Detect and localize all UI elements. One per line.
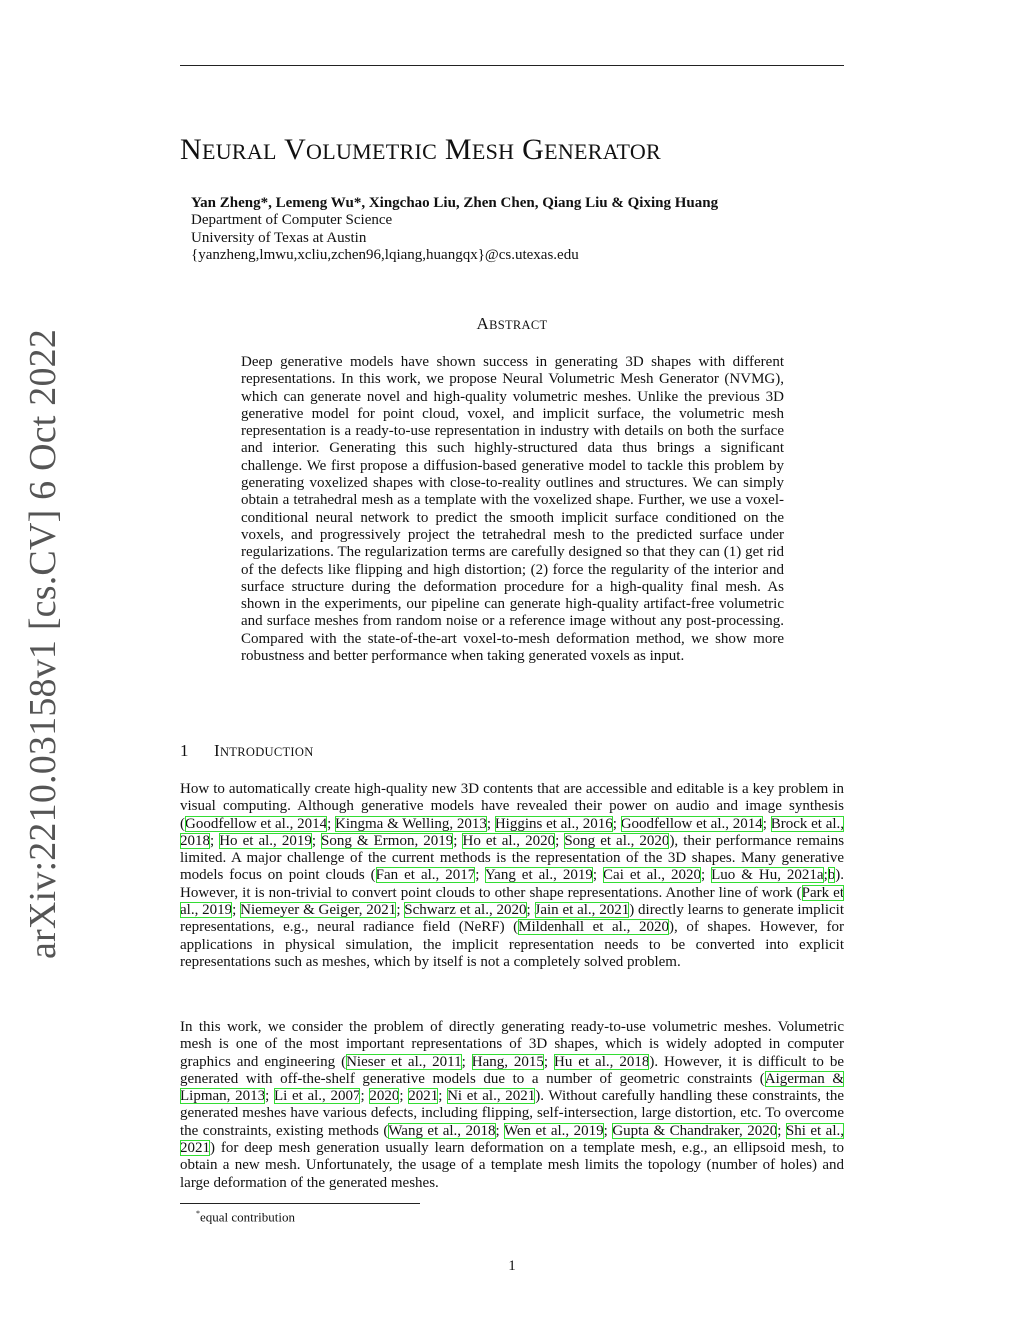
intro-paragraph-2: In this work, we consider the problem of directly generating ready-to-use volumetric meshes. Volumetric mesh is one of the most important representations of 3D shapes, which is widely adopted in computer graphics and engineering (Nieser et al., 2011; Hang, 2015; Hu et al., 2018). However, it is difficult to be generated with off-the-shelf generative models due to a number of geometric constraints (Aigerman & Lipman, 2013; Li et al., 2007; 2020; 2021; Ni et al., 2021). Without carefully handling these constraints, the generated meshes have various defects, including flipping, self-intersection, large distortion, etc. To overcome the constraints, existing methods (Wang et al., 2018; Wen et al., 2019; Gupta & Chandraker, 2020; Shi et al., 2021) for deep mesh generation usually learn deformation on a template mesh, e.g., an ellipsoid mesh, to obtain a new mesh. Unfortunately, the usage of a template mesh limits the topology (number of holes) and large deformation of the generated meshes. bbox=[180, 1019, 845, 1191]
affiliation-line: Department of Computer Science bbox=[191, 212, 393, 229]
citation-link[interactable]: Nieser et al., 2011 bbox=[346, 1053, 462, 1070]
citation-link[interactable]: Gupta & Chandraker, 2020 bbox=[612, 1122, 778, 1139]
citation-link[interactable]: Song & Ermon, 2019 bbox=[321, 832, 454, 849]
citation-link[interactable]: Wang et al., 2018 bbox=[388, 1122, 496, 1139]
citation-link[interactable]: Wen et al., 2019 bbox=[503, 1122, 604, 1139]
title-word: MESH bbox=[444, 133, 515, 166]
citation-link[interactable]: Li et al., 2007 bbox=[273, 1088, 361, 1105]
citation-link[interactable]: Goodfellow et al., 2014 bbox=[620, 815, 763, 832]
author-names: Yan Zheng*, Lemeng Wu*, Xingchao Liu, Zhen Chen, Qiang Liu & Qixing Huang bbox=[191, 195, 719, 211]
citation-link[interactable]: Niemeyer & Geiger, 2021 bbox=[240, 902, 397, 919]
abstract-text: Deep generative models have shown success in generating 3D shapes with different representations. In this work, we propose Neural Volumetric Mesh Generator (NVMG), which can generate novel and high-quality volumetric meshes. Unlike the previous 3D generative model for point cloud, voxel, and implicit surface, the volumetric mesh representation is a ready-to-use representation in industry with details on both the surface and interior. Generating this such highly-structured data thus brings a significant challenge. We first propose a diffusion-based generative model to tackle this problem by generating voxelized shapes with close-to-reality outlines and structures. We can simply obtain a tetrahedral mesh as a template with the voxelized shape. Further, we use a voxel-conditional neural network to predict the smooth implicit surface conditioned on the voxels, and progressively project the tetrahedral mesh to the predicted surface under regularizations. The regularization terms are carefully designed so that they can (1) get rid of the defects like flipping and high distortion; (2) force the regularity of the interior and surface structure during the deformation procedure for a high-quality final mesh. As shown in the experiments, our pipeline can generate high-quality artifact-free volumetric and surface meshes from random noise or a reference image without any post-processing. Compared with the state-of-the-art voxel-to-mesh deformation method, we show more robustness and better performance when taking generated voxels as input. bbox=[241, 354, 784, 665]
citation-link[interactable]: Higgins et al., 2016 bbox=[494, 815, 613, 832]
top-rule bbox=[180, 65, 844, 66]
citation-link[interactable]: Yang et al., 2019 bbox=[484, 867, 593, 884]
citation-link[interactable]: Cai et al., 2020 bbox=[603, 867, 701, 884]
section-heading-introduction: 1 INTRODUCTION bbox=[180, 741, 314, 760]
citation-link[interactable]: Park et al., 2019 bbox=[180, 884, 844, 919]
title-word: GENERATOR bbox=[522, 133, 661, 166]
footnote-text: equal contribution bbox=[200, 1209, 295, 1225]
footnote-mark: * bbox=[196, 1209, 200, 1218]
arxiv-identifier[interactable]: arXiv:2210.03158v1 [cs.CV] 6 Oct 2022 bbox=[22, 328, 64, 960]
citation-link[interactable]: Kingma & Welling, 2013 bbox=[335, 815, 487, 832]
citation-link[interactable]: Hang, 2015 bbox=[471, 1053, 544, 1070]
page-number: 1 bbox=[508, 1258, 516, 1274]
citation-link[interactable]: Schwarz et al., 2020 bbox=[404, 902, 527, 919]
footnote bbox=[196, 1209, 295, 1225]
author-block bbox=[191, 195, 718, 264]
title-word: VOLUMETRIC bbox=[284, 133, 438, 166]
paper-title bbox=[180, 133, 661, 167]
citation-link[interactable]: Brock et al., 2018 bbox=[180, 815, 845, 849]
intro-paragraph-1: How to automatically create high-quality new 3D contents that are accessible and editable is a key problem in visual computing. Although generative models have revealed their power on audio and image synthesis (Goodfellow et al., 2014; Kingma & Welling, 2013; Higgins et al., 2016; Goodfellow et al., 2014; Brock et al., 2018; Ho et al., 2019; Song & Ermon, 2019; Ho et al., 2020; Song et al., 2020), their performance remains limited. A major challenge of the current methods is the representation of the 3D shapes. Many generative models focus on point clouds (Fan et al., 2017; Yang et al., 2019; Cai et al., 2020; Luo & Hu, 2021a;b). However, it is non-trivial to convert point clouds to other shape representations. Another line of work (Park et al., 2019; Niemeyer & Geiger, 2021; Schwarz et al., 2020; Jain et al., 2021) directly learns to generate implicit representations, e.g., neural radiance field (NeRF) (Mildenhall et al., 2020), of shapes. However, for applications in physical simulation, the implicit representation needs to be converted into explicit representations such as meshes, which by itself is not a completely solved problem. bbox=[180, 781, 845, 970]
affiliation-line: University of Texas at Austin bbox=[191, 229, 367, 246]
author-emails: {yanzheng,lmwu,xcliu,zchen96,lqiang,huangqx}@cs.utexas.edu bbox=[191, 246, 579, 263]
citation-link[interactable]: Fan et al., 2017 bbox=[375, 867, 476, 884]
citation-link[interactable]: b bbox=[827, 867, 836, 884]
footnote-rule bbox=[180, 1203, 420, 1204]
citation-link[interactable]: Jain et al., 2021 bbox=[534, 902, 630, 919]
citation-link[interactable]: Ho et al., 2020 bbox=[462, 832, 556, 849]
citation-link[interactable]: Ni et al., 2021 bbox=[447, 1088, 536, 1105]
citation-link[interactable]: 2020 bbox=[369, 1088, 400, 1105]
citation-link[interactable]: Goodfellow et al., 2014 bbox=[185, 815, 328, 832]
citation-link[interactable]: Hu et al., 2018 bbox=[554, 1053, 650, 1070]
citation-link[interactable]: Mildenhall et al., 2020 bbox=[518, 919, 669, 936]
citation-link[interactable]: Shi et al., 2021 bbox=[180, 1122, 845, 1157]
title-word: NEURAL bbox=[180, 133, 277, 166]
citation-link[interactable]: Ho et al., 2019 bbox=[219, 832, 312, 849]
citation-link[interactable]: Luo & Hu, 2021a bbox=[711, 867, 824, 884]
section-number: 1 bbox=[180, 741, 189, 760]
abstract-heading: ABSTRACT bbox=[476, 314, 548, 333]
citation-link[interactable]: Song et al., 2020 bbox=[564, 832, 670, 849]
citation-link[interactable]: 2021 bbox=[408, 1088, 439, 1105]
citation-link[interactable]: Aigerman & Lipman, 2013 bbox=[180, 1070, 844, 1105]
